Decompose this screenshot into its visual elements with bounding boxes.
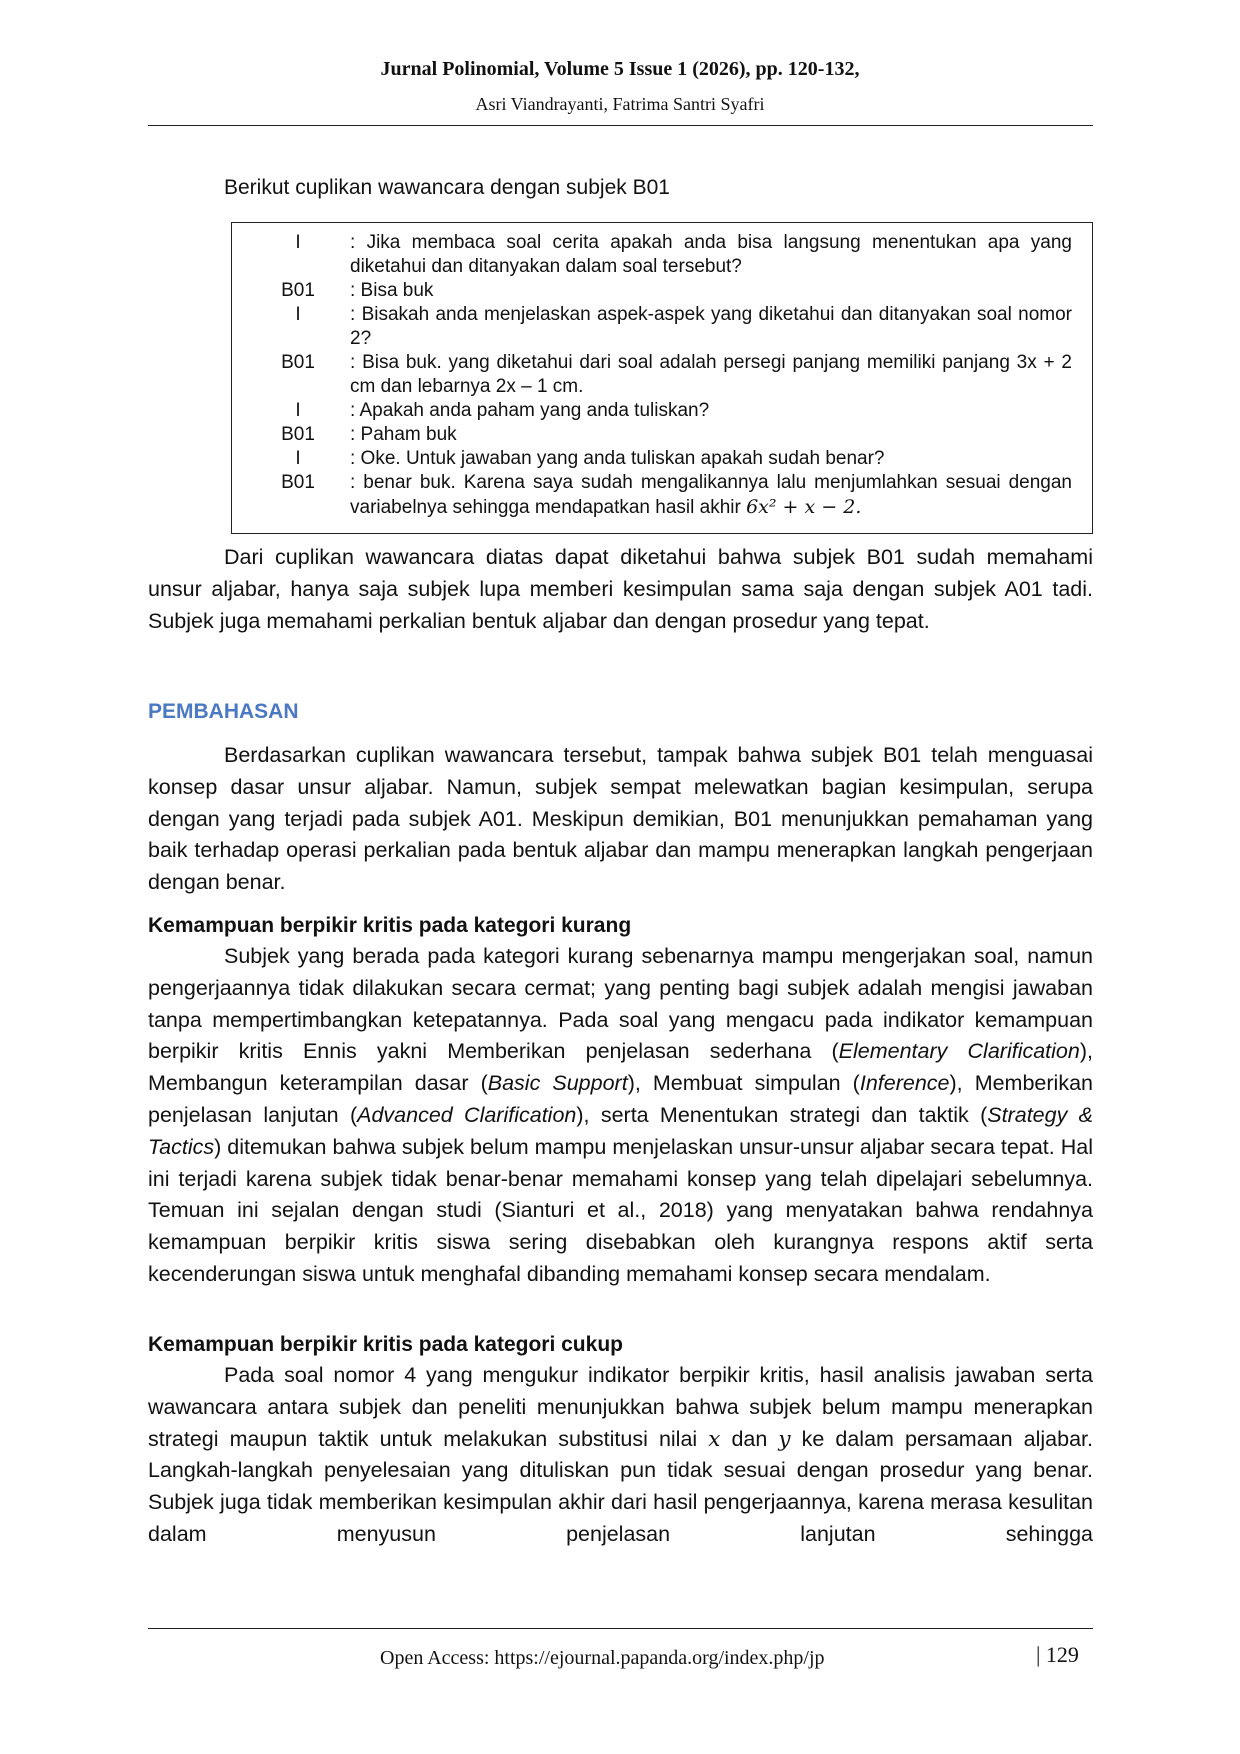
utterance-text: : Bisa buk (350, 280, 434, 301)
term-italic: Advanced Clarification (357, 1102, 577, 1127)
section-heading: PEMBAHASAN (148, 700, 299, 723)
utterance-text: : Bisa buk. yang diketahui dari soal adalah persegi panjang memiliki panjang 3x + 2 cm dan lebarnya 2x – 1 cm. (350, 352, 1072, 397)
journal-header: Jurnal Polinomial, Volume 5 Issue 1 (2026), pp. 120-132, (380, 58, 860, 80)
paragraph-text: ), Membuat simpulan ( (627, 1071, 860, 1096)
speaker-label: B01 (281, 472, 315, 493)
utterance-text: : Bisakah anda menjelaskan aspek-aspek yang diketahui dan ditanyakan soal nomor 2? (350, 304, 1072, 349)
paragraph-text: Pada soal nomor 4 yang mengukur indikator berpikir kritis, hasil analisis jawaban serta wawancara antara subjek dan peneliti menunjukkan bahwa subjek belum mampu menerapkan strategi maupun taktik untuk melakukan substitusi nilai (148, 1363, 1093, 1451)
analysis-paragraph: Dari cuplikan wawancara diatas dapat diketahui bahwa subjek B01 sudah memahami unsur aljabar, hanya saja subjek lupa memberi kesimpulan sama saja dengan subjek A01 tadi. Subjek juga memahami perkalian bentuk aljabar dan dengan prosedur yang tepat. (148, 545, 1093, 633)
term-italic: Strategy & Tactics (148, 1102, 1093, 1159)
utterance-text: : Jika membaca soal cerita apakah anda bisa langsung menentukan apa yang diketahui dan ditanyakan dalam soal tersebut? (350, 232, 1072, 277)
page-number: | 129 (1036, 1642, 1079, 1667)
utterance-text (350, 471, 1072, 520)
term-italic: Elementary Clarification (838, 1039, 1080, 1064)
subsection-heading-cukup: Kemampuan berpikir kritis pada kategori cukup (148, 1333, 623, 1356)
paragraph-text: ke dalam persamaan aljabar. Langkah-langkah penyelesaian yang dituliskan pun tidak sesuai dengan prosedur yang benar. Subjek juga tidak memberikan kesimpulan akhir dari hasil pengerjaannya, karena merasa kesulitan dalam menyusun penjelasan lanjutan sehingga (148, 1426, 1093, 1546)
term-italic: Basic Support (487, 1071, 628, 1096)
open-access-footer: Open Access: https://ejournal.papanda.org/index.php/jp (380, 1647, 825, 1669)
math-variable: y (778, 1426, 791, 1452)
interview-intro: Berikut cuplikan wawancara dengan subjek B01 (224, 176, 670, 199)
subsection-heading-kurang: Kemampuan berpikir kritis pada kategori kurang (148, 914, 632, 937)
speaker-label: I (295, 400, 301, 421)
utterance-words: : benar buk. Karena saya sudah mengalikannya lalu menjumlahkan sesuai dengan variabelnya sehingga mendapatkan hasil akhir (350, 472, 1072, 518)
math-expression: 6x² + x − 2. (746, 496, 862, 518)
interview-box (231, 222, 1093, 534)
speaker-label: B01 (281, 424, 315, 445)
header-rule (148, 125, 1093, 126)
paragraph-text: dan (720, 1426, 779, 1451)
paragraph-text: ), Membangun keterampilan dasar ( (148, 1039, 1093, 1096)
discussion-paragraph: Berdasarkan cuplikan wawancara tersebut, tampak bahwa subjek B01 telah menguasai konsep dasar unsur aljabar. Namun, subjek sempat melewatkan bagian kesimpulan, serupa dengan yang terjadi pada subjek A01. Meskipun demikian, B01 menunjukkan pemahaman yang baik terhadap operasi perkalian pada bentuk aljabar dan mampu menerapkan langkah pengerjaan dengan benar. (148, 743, 1093, 895)
paragraph-text: Subjek yang berada pada kategori kurang sebenarnya mampu mengerjakan soal, namun pengerjaannya tidak dilakukan secara cermat; yang penting bagi subjek adalah mengisi jawaban tanpa mempertimbangkan ketepatannya. Pada soal yang mengacu pada indikator kemampuan berpikir kritis Ennis yakni Memberikan penjelasan sederhana ( (148, 944, 1093, 1064)
paragraph-kategori-cukup (148, 1360, 1093, 1551)
speaker-label: B01 (281, 352, 315, 373)
utterance-text: : Paham buk (350, 424, 457, 445)
paragraph-text: ), serta Menentukan strategi dan taktik ( (576, 1102, 988, 1127)
speaker-label: I (295, 232, 301, 253)
math-variable: x (708, 1426, 721, 1452)
paragraph-kategori-kurang (148, 941, 1093, 1291)
author-names: Asri Viandrayanti, Fatrima Santri Syafri (475, 94, 765, 114)
speaker-label: I (295, 304, 301, 325)
paragraph-text: ) ditemukan bahwa subjek belum mampu menjelaskan unsur-unsur aljabar secara tepat. Hal ini terjadi karena subjek tidak benar-benar memahami konsep yang telah dipelajari sebelumnya. Temuan ini sejalan dengan studi (Sianturi et al., 2018) yang menyatakan bahwa rendahnya kemampuan berpikir kritis siswa sering disebabkan oleh kurangnya respons aktif serta kecenderungan siswa untuk menghafal dibanding memahami konsep secara mendalam. (148, 1134, 1093, 1286)
footer-rule (148, 1628, 1093, 1629)
speaker-label: B01 (281, 280, 315, 301)
paragraph-text: ), Memberikan penjelasan lanjutan ( (148, 1071, 1093, 1127)
speaker-label: I (295, 448, 301, 469)
utterance-text: : Oke. Untuk jawaban yang anda tuliskan apakah sudah benar? (350, 448, 885, 469)
utterance-text: : Apakah anda paham yang anda tuliskan? (350, 400, 710, 421)
term-italic: Inference (859, 1071, 950, 1096)
